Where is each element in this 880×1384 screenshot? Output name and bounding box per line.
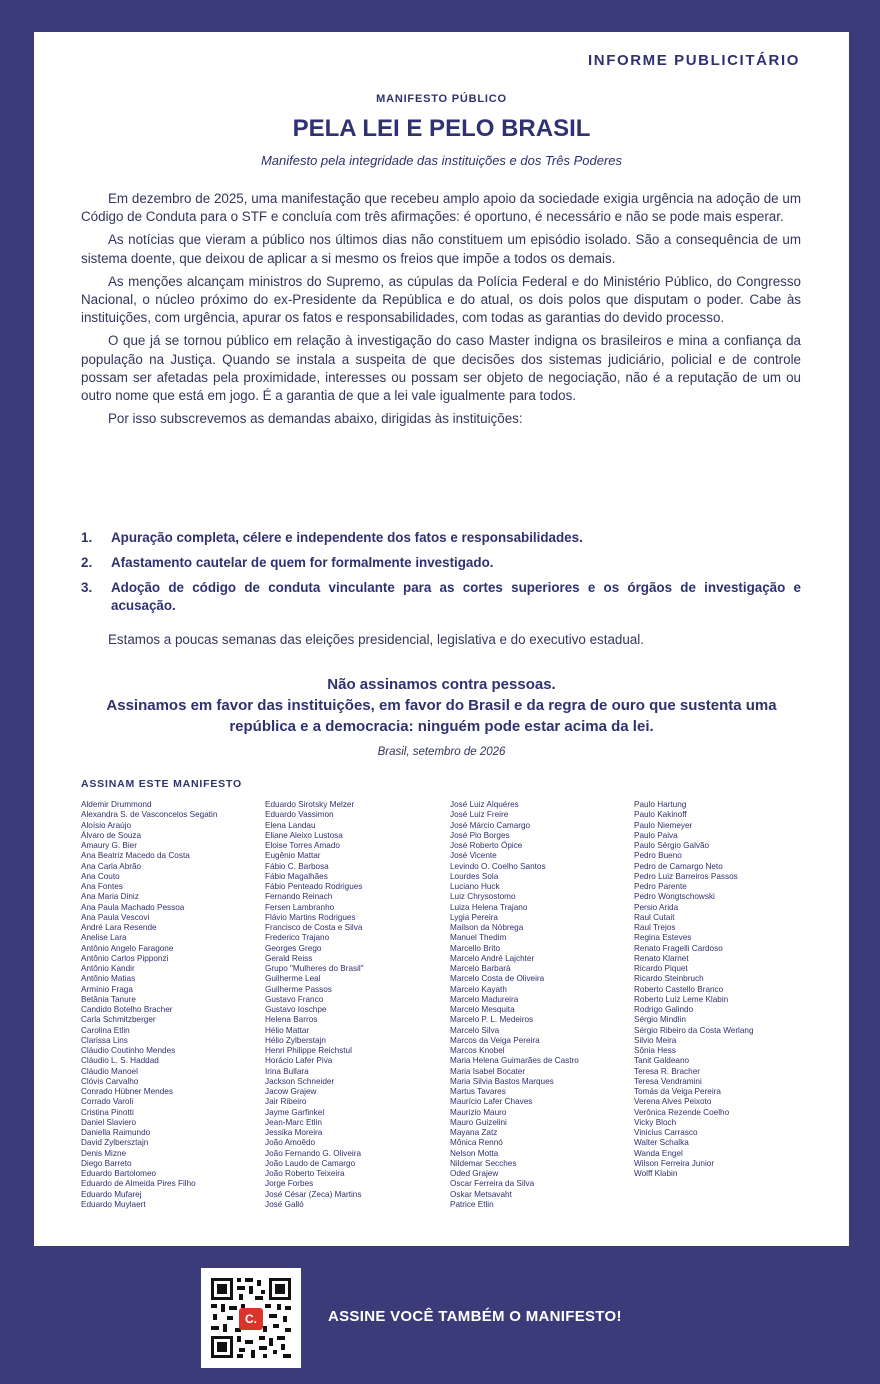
signatory-name: Maria Helena Guimarães de Castro	[450, 1056, 579, 1066]
signatory-name: Denis Mizne	[81, 1148, 127, 1158]
signatories-heading: ASSINAM ESTE MANIFESTO	[81, 778, 242, 790]
signatory-name: Conrado Hübner Mendes	[81, 1087, 173, 1096]
demand-item	[81, 529, 801, 547]
signatory-name: João Fernando G. Oliveira	[265, 1148, 362, 1158]
signatory-name: Eduardo Muylaert	[81, 1199, 146, 1209]
demands-list	[81, 529, 801, 622]
signatory-name: José Luiz Alquéres	[450, 800, 519, 809]
signatory-name: Clarissa Lins	[81, 1035, 128, 1045]
signatory-name: Alexandra S. de Vasconcelos Segatin	[81, 810, 218, 820]
signatory-name: Cláudio Coutinho Mendes	[81, 1046, 176, 1055]
demand-text: Afastamento cautelar de quem for formalmente investigado.	[111, 555, 494, 570]
signatory-name: Guilherme Passos	[265, 984, 332, 994]
signatory-name: Paulo Paiva	[634, 830, 678, 840]
signatory-name: Daniella Raimundo	[81, 1128, 151, 1137]
signatory-name: Lygia Pereira	[450, 912, 498, 922]
signatory-name: Raul Trejos	[634, 923, 676, 932]
manifesto-body	[81, 190, 801, 433]
signatory-name: Marcelo Mesquita	[450, 1005, 515, 1014]
demand-text: Adoção de código de conduta vinculante para as cortes superiores e os órgãos de investigação e acusação.	[111, 580, 801, 613]
signatory-name: Jorge Forbes	[265, 1179, 314, 1189]
signatory-name: Jayme Garfinkel	[265, 1107, 325, 1117]
signatory-name: Eduardo Vassimon	[265, 810, 334, 820]
demand-number: 2.	[81, 555, 93, 570]
signatory-name: José Roberto Ópice	[450, 841, 523, 850]
signatory-name: Anelise Lara	[81, 933, 127, 943]
signatory-name: João Amoêdo	[265, 1138, 316, 1148]
paragraph: Por isso subscrevemos as demandas abaixo, dirigidas às instituições:	[108, 411, 523, 427]
signatory-name: Verena Alves Peixoto	[634, 1097, 712, 1107]
signatory-name: Mayana Zatz	[450, 1128, 498, 1137]
signatory-name: Tomás da Veiga Pereira	[634, 1087, 721, 1096]
signatory-name: Tanit Galdeano	[634, 1056, 690, 1066]
signatory-name: Marcos Knobel	[450, 1046, 505, 1055]
signatory-name: Luciano Huck	[450, 882, 500, 891]
signatory-name: Francisco de Costa e Silva	[265, 923, 363, 932]
signatory-name: Carolina Etlin	[81, 1025, 130, 1035]
signatory-name: Amaury G. Bier	[81, 841, 137, 850]
signatory-name: Renato Fragelli Cardoso	[634, 943, 723, 953]
signatory-name: Nildemar Secches	[450, 1158, 517, 1168]
signatory-name: Eloise Torres Amado	[265, 841, 340, 850]
signatory-name: João Laudo de Camargo	[265, 1158, 356, 1168]
signatory-name: Marcelo P. L. Medeiros	[450, 1015, 534, 1025]
signatory-name: Jair Ribeiro	[265, 1097, 307, 1107]
signatory-name: Marcelo Costa de Oliveira	[450, 974, 545, 984]
signatory-name: André Lara Resende	[81, 923, 157, 932]
signatory-name: Armínio Fraga	[81, 984, 133, 994]
signatory-name: Persio Arida	[634, 902, 679, 912]
signatory-name: Carla Schmitzberger	[81, 1015, 156, 1025]
signatory-name: Paulo Niemeyer	[634, 820, 693, 830]
signatory-name: Marcello Brito	[450, 943, 501, 953]
signatory-name: Rodrigo Galindo	[634, 1005, 694, 1014]
signatory-name: José Márcio Camargo	[450, 820, 531, 830]
motto	[74, 674, 809, 737]
signatory-name: Mauro Guizelini	[450, 1117, 507, 1127]
signatory-name: Horácio Lafer Piva	[265, 1056, 333, 1066]
signatory-name: Levindo O. Coelho Santos	[450, 861, 546, 871]
signatory-name: Helena Barros	[265, 1015, 318, 1025]
publication-page	[34, 32, 849, 1246]
signatory-name: Eduardo Sirotsky Melzer	[265, 800, 355, 809]
signatory-name: Ana Paula Machado Pessoa	[81, 902, 185, 912]
kicker: MANIFESTO PÚBLICO	[376, 93, 507, 105]
signatory-name: Ricardo Piquet	[634, 964, 688, 973]
signatory-name: Grupo "Mulheres do Brasil"	[265, 964, 364, 973]
advertorial-tag: INFORME PUBLICITÁRIO	[588, 52, 800, 69]
signatory-name: Ricardo Steinbruch	[634, 974, 704, 984]
signatory-name: Sérgio Ribeiro da Costa Werlang	[634, 1025, 754, 1035]
signatory-name: José Vicente	[450, 851, 497, 861]
signatory-name: Silvio Meira	[634, 1035, 677, 1045]
signatory-name: Luiza Helena Trajano	[450, 902, 528, 912]
motto-line: república e a democracia: ninguém pode estar acima da lei.	[229, 718, 654, 735]
signatory-name: Fábio Penteado Rodrigues	[265, 882, 363, 891]
signatory-name: José Luiz Freire	[450, 810, 509, 820]
signatory-name: Paulo Kakinoff	[634, 810, 687, 820]
signatory-name: Marcelo André Lajchter	[450, 953, 535, 963]
demand-number: 3.	[81, 580, 93, 595]
signatory-name: Mônica Rennó	[450, 1138, 503, 1148]
demand-item	[81, 579, 801, 615]
signatory-name: Álvaro de Souza	[81, 830, 142, 840]
signatory-name: Eugênio Mattar	[265, 851, 321, 861]
signatory-name: Henri Philippe Reichstul	[265, 1046, 352, 1055]
signatory-name: Wilson Ferreira Junior	[634, 1158, 715, 1168]
signatory-name: Wanda Engel	[634, 1148, 683, 1158]
signatory-name: Fernando Reinach	[265, 892, 333, 902]
signatory-name: Marcelo Barbará	[450, 964, 511, 973]
signatory-name: Ana Fontes	[81, 882, 123, 891]
signatory-name: Nelson Motta	[450, 1148, 499, 1158]
signatory-name: Eduardo Bartolomeo	[81, 1169, 157, 1178]
signatory-name: Aloísio Araújo	[81, 820, 132, 830]
signatory-name: Luiz Chrysostomo	[450, 892, 516, 902]
signatory-name: Pedro Wongtschowski	[634, 892, 715, 902]
signatory-name: Diego Barreto	[81, 1158, 132, 1168]
signatory-name: Sérgio Mindlin	[634, 1015, 686, 1025]
signatory-name: Eliane Aleixo Lustosa	[265, 830, 343, 840]
signatory-name: Paulo Hartung	[634, 800, 687, 809]
signatory-name: Oskar Metsavaht	[450, 1189, 512, 1199]
signatory-name: Corrado Varoli	[81, 1097, 134, 1107]
signatory-name: Gerald Reiss	[265, 953, 313, 963]
signatory-name: Pedro de Camargo Neto	[634, 861, 723, 871]
signatory-name: Ana Maria Diniz	[81, 892, 139, 902]
signatory-name: Jackson Schneider	[265, 1076, 335, 1086]
signatory-name: Maria Silvia Bastos Marques	[450, 1076, 554, 1086]
signatories-column-1	[81, 800, 263, 1210]
signatories-column-3	[450, 800, 632, 1210]
signatory-name: Mailson da Nóbrega	[450, 923, 524, 932]
signatories-column-2	[265, 800, 447, 1210]
signatory-name: Regina Esteves	[634, 933, 692, 943]
signatory-name: Frederico Trajano	[265, 933, 330, 943]
signatory-name: Maurizio Mauro	[450, 1107, 507, 1117]
signatory-name: Raul Cutait	[634, 912, 675, 922]
signatory-name: Martus Tavares	[450, 1087, 506, 1096]
signatory-name: Fábio Magalhães	[265, 871, 328, 881]
signatory-name: Clóvis Carvalho	[81, 1076, 139, 1086]
signatory-name: Ana Carla Abrão	[81, 861, 142, 871]
motto-line: Não assinamos contra pessoas.	[327, 676, 556, 693]
signatory-name: Manuel Thedim	[450, 933, 507, 943]
signatory-name: Sônia Hess	[634, 1046, 676, 1055]
paragraph: As menções alcançam ministros do Supremo, as cúpulas da Polícia Federal e do Ministério Público, do Congresso Nacional, o núcleo próximo do ex-Presidente da República e do atual, os dois polos que disputam o poder. Cabe às instituições, com urgência, apurar os fatos e responsabilidades, com todas as garantias do devido processo.	[81, 273, 801, 326]
signatory-name: Teresa R. Bracher	[634, 1066, 700, 1076]
signatory-name: Elena Landau	[265, 820, 316, 830]
signatory-name: Vicky Bloch	[634, 1117, 677, 1127]
signatory-name: Cláudio Manoel	[81, 1066, 138, 1076]
signatory-name: Patrice Etlin	[450, 1199, 494, 1209]
signatory-name: Eduardo de Almeida Pires Filho	[81, 1179, 196, 1189]
paragraph: O que já se tornou público em relação à investigação do caso Master indigna os brasileiros e mina a confiança da população na Justiça. Quando se instala a suspeita de que decisões dos sistemas judiciário, policial e de controle possam ser afetadas pela proximidade, interesses ou possam ser objeto de negociação, não é a reputação de um ou outro nome que está em jogo. É a garantia de que a lei vale igualmente para todos.	[81, 333, 801, 404]
paragraph: As notícias que vieram a público nos últimos dias não constituem um episódio isolado. São a consequência de um sistema doente, que deixou de aplicar a si mesmo os freios que impõe a todos os demais.	[81, 232, 801, 266]
signatory-name: Jacow Grajew	[265, 1087, 317, 1096]
signatory-name: José Pio Borges	[450, 830, 510, 840]
page-title: PELA LEI E PELO BRASIL	[292, 115, 591, 142]
signatory-name: Marcelo Madureira	[450, 994, 519, 1004]
signatory-name: David Zylbersztajn	[81, 1138, 149, 1148]
signatory-name: Fábio C. Barbosa	[265, 861, 329, 871]
signatory-name: Cristina Pinotti	[81, 1107, 134, 1117]
signatory-name: José Galló	[265, 1199, 304, 1209]
signatory-name: Wolff Klabin	[634, 1169, 678, 1178]
signatory-name: Cláudio L. S. Haddad	[81, 1056, 159, 1066]
signatory-name: Teresa Vendramini	[634, 1076, 702, 1086]
signatory-name: Pedro Luiz Barreiros Passos	[634, 871, 738, 881]
signatory-name: Antônio Matias	[81, 974, 136, 984]
signatory-name: Verônica Rezende Coelho	[634, 1107, 730, 1117]
signatory-name: Renato Klarnet	[634, 953, 689, 963]
signatory-name: Lourdes Sola	[450, 871, 499, 881]
signatory-name: Antônio Kandir	[81, 964, 135, 973]
signatory-name: Antônio Carlos Pipponzi	[81, 953, 169, 963]
signatory-name: Ana Beatriz Macedo da Costa	[81, 851, 190, 861]
qr-badge-label: C.	[245, 1312, 257, 1326]
signatory-name: Georges Grego	[265, 943, 322, 953]
qr-code[interactable]	[201, 1268, 301, 1368]
signatory-name: Pedro Bueno	[634, 851, 682, 861]
signatory-name: Flávio Martins Rodrigues	[265, 912, 356, 922]
footer	[0, 1246, 880, 1384]
signatory-name: Jean-Marc Etlin	[265, 1117, 322, 1127]
signatory-name: Hélio Mattar	[265, 1025, 310, 1035]
signatory-name: Hélio Zylberstajn	[265, 1035, 326, 1045]
signatory-name: Maria Isabel Bocater	[450, 1066, 526, 1076]
demand-item	[81, 554, 801, 572]
signatory-name: Vinicius Carrasco	[634, 1128, 698, 1137]
signatory-name: Ana Couto	[81, 871, 120, 881]
signatory-name: Jessika Moreira	[265, 1128, 323, 1137]
signatory-name: João Roberto Teixeira	[265, 1169, 345, 1178]
signatory-name: Eduardo Mufarej	[81, 1189, 142, 1199]
signatory-name: Daniel Slaviero	[81, 1117, 137, 1127]
signatory-name: Walter Schalka	[634, 1138, 689, 1148]
signatory-name: Oded Grajew	[450, 1169, 499, 1178]
signatory-name: Candido Botelho Bracher	[81, 1005, 173, 1014]
signatory-name: Marcos da Veiga Pereira	[450, 1035, 540, 1045]
signatory-name: Paulo Sérgio Galvão	[634, 841, 710, 850]
signatories-column-4	[634, 800, 816, 1179]
signatory-name: Fersen Lambranho	[265, 902, 335, 912]
signatory-name: Ana Paula Vescovi	[81, 912, 150, 922]
subtitle: Manifesto pela integridade das instituições e dos Três Poderes	[260, 153, 623, 168]
signatory-name: Gustavo Franco	[265, 994, 324, 1004]
closing-paragraph: Estamos a poucas semanas das eleições presidencial, legislativa e do executivo estadual.	[108, 632, 644, 647]
signatory-name: Pedro Parente	[634, 882, 687, 891]
paragraph: Em dezembro de 2025, uma manifestação que recebeu amplo apoio da sociedade exigia urgência na adoção de um Código de Conduta para o STF e concluía com três afirmações: é oportuno, é necessário e não se pode mais esperar.	[81, 191, 801, 225]
signatory-name: Betânia Tanure	[81, 994, 136, 1004]
demand-text: Apuração completa, célere e independente dos fatos e responsabilidades.	[111, 530, 583, 545]
signatory-name: Aldemir Drummond	[81, 800, 152, 809]
signatory-name: Antônio Angelo Faragone	[81, 943, 174, 953]
sign-manifesto-cta[interactable]: ASSINE VOCÊ TAMBÉM O MANIFESTO!	[328, 1308, 622, 1325]
signatory-name: Irina Bullara	[265, 1066, 309, 1076]
dateline: Brasil, setembro de 2026	[377, 746, 506, 758]
demand-number: 1.	[81, 530, 93, 545]
signatory-name: Roberto Luiz Leme Klabin	[634, 994, 729, 1004]
signatory-name: Maurício Lafer Chaves	[450, 1097, 533, 1107]
motto-line: Assinamos em favor das instituições, em favor do Brasil e da regra de ouro que sustenta uma	[106, 697, 777, 714]
signatory-name: Marcelo Silva	[450, 1025, 500, 1035]
signatory-name: Roberto Castello Branco	[634, 984, 724, 994]
signatory-name: José César (Zeca) Martins	[265, 1189, 362, 1199]
signatory-name: Guilherme Leal	[265, 974, 321, 984]
signatory-name: Gustavo Ioschpe	[265, 1005, 327, 1014]
signatory-name: Marcelo Kayath	[450, 984, 507, 994]
signatory-name: Oscar Ferreira da Silva	[450, 1179, 535, 1189]
